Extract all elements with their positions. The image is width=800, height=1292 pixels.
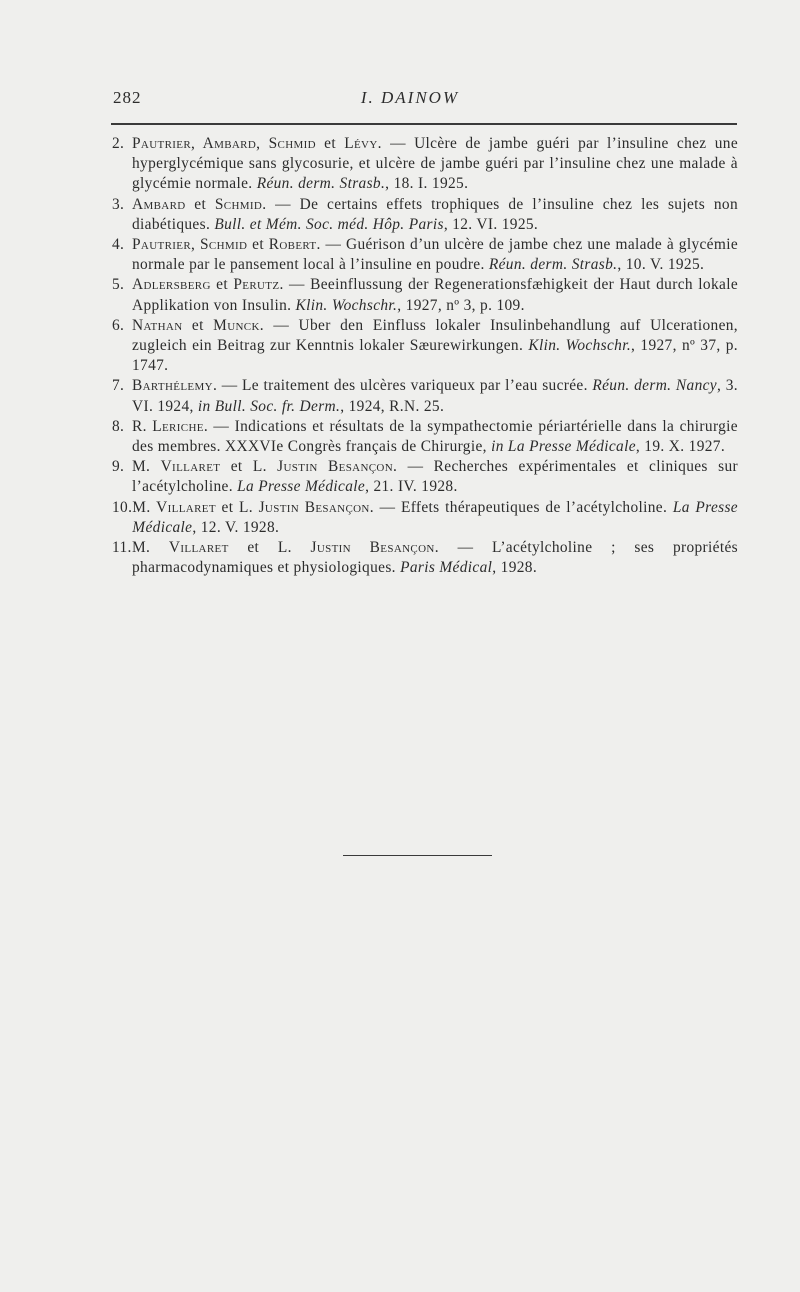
reference-number: 6. (112, 316, 125, 334)
reference-segment: . — De certains effets trophiques de l’insuline chez les sujets non diabétiques. (132, 195, 739, 233)
journal-title: Bull. et Mém. Soc. méd. Hôp. Paris (214, 215, 444, 233)
page-number: 282 (113, 88, 142, 107)
journal-title: La Presse Médicale (132, 498, 738, 536)
reference-item (112, 417, 738, 457)
reference-segment: , 1927, nº 37, p. 1747. (132, 337, 738, 375)
reference-segment: , 12. V. 1928. (192, 518, 280, 536)
author-name: R. Leriche (132, 417, 204, 435)
reference-segment: et (185, 195, 215, 213)
reference-segment: , 1928. (492, 559, 538, 577)
reference-segment: , 3. VI. 1924, (132, 377, 738, 415)
reference-item (112, 538, 738, 578)
journal-title: Réun. derm. Nancy (592, 377, 717, 395)
author-name: Justin Besançon (277, 458, 394, 476)
running-head: I. DAINOW (360, 88, 460, 107)
journal-title: Réun. derm. Strasb. (256, 175, 386, 193)
reference-item (112, 275, 738, 315)
reference-segment: . — Recherches expérimentales et cliniques sur l’acétylcholine. (132, 458, 738, 496)
journal-title: Klin. Wochschr. (528, 337, 632, 355)
reference-number: 11. (112, 539, 132, 557)
reference-segment: . — L’acétylcholine ; ses propriétés pharmacodynamiques et physiologiques. (132, 539, 738, 577)
journal-title: Réun. derm. Strasb. (488, 256, 618, 274)
reference-item (112, 316, 738, 377)
reference-item (112, 376, 738, 416)
reference-segment: , 12. VI. 1925. (443, 215, 539, 233)
reference-text (132, 134, 738, 195)
reference-segment: et L. (215, 498, 259, 516)
journal-title: in Bull. Soc. fr. Derm. (197, 397, 341, 415)
reference-segment: M. (132, 458, 161, 476)
reference-number: 5. (112, 276, 125, 294)
reference-number: 2. (112, 135, 125, 152)
author-name: Justin Besançon (310, 539, 435, 557)
reference-number: 8. (112, 417, 125, 435)
journal-title: in La Presse Médicale (491, 438, 636, 456)
journal-title: Paris Médical (400, 559, 493, 577)
reference-text (132, 316, 738, 377)
reference-text (132, 498, 738, 538)
reference-number: 4. (112, 236, 125, 254)
reference-text (132, 457, 738, 497)
author-name: Munck (213, 316, 260, 334)
reference-segment: . — Beeinflussung der Regenerationsfæhigkeit der Haut durch lokale Applikation von Insulin. (132, 276, 738, 314)
journal-title: Klin. Wochschr. (295, 296, 398, 314)
reference-text (132, 275, 738, 315)
reference-segment: et L. (220, 458, 278, 476)
end-rule (343, 855, 492, 856)
author-name: Villaret (160, 458, 221, 476)
reference-segment: . — Le traitement des ulcères variqueux par l’eau sucrée. (212, 377, 593, 395)
author-name: Barthélemy (132, 377, 213, 395)
reference-list (112, 134, 738, 578)
reference-text (132, 235, 738, 275)
author-name: Schmid (214, 195, 263, 213)
reference-item (112, 498, 738, 538)
reference-segment: et (210, 276, 234, 294)
reference-segment: , 21. IV. 1928. (365, 478, 458, 496)
author-name: Villaret (156, 498, 216, 516)
author-name: Robert (268, 236, 317, 254)
reference-segment: M. (132, 539, 169, 557)
reference-item (112, 457, 738, 497)
reference-segment: , 1927, nº 3, p. 109. (397, 296, 525, 314)
reference-number: 9. (112, 458, 125, 476)
author-name: Perutz (233, 276, 280, 294)
reference-item (112, 134, 738, 195)
reference-segment: . — Ulcère de jambe guéri par l’insuline chez une hyperglycémique sans glycosurie, et ulcère de jambe guéri par l’insuline chez une malade à glycémie normale. (132, 135, 739, 193)
author-name: Lévy (344, 135, 378, 152)
author-name: Pautrier, Ambard, Schmid (132, 135, 316, 152)
author-name: Pautrier, Schmid (132, 236, 248, 254)
reference-segment: et L. (228, 539, 311, 557)
reference-number: 3. (112, 195, 125, 213)
header-rule (111, 123, 737, 125)
journal-title: La Presse Médicale (237, 478, 366, 496)
reference-item (112, 235, 738, 275)
reference-text (132, 538, 738, 578)
reference-number: 7. (112, 377, 125, 395)
reference-item (112, 195, 738, 235)
reference-number: 10. (112, 498, 133, 516)
reference-segment: , 1924, R.N. 25. (340, 397, 445, 415)
reference-segment: . — Effets thérapeutiques de l’acétylcholine. (369, 498, 673, 516)
author-name: Ambard (132, 195, 186, 213)
reference-segment: M. (132, 498, 157, 516)
reference-segment: , 10. V. 1925. (617, 256, 705, 274)
reference-segment: . — Indications et résultats de la sympathectomie périartérielle dans la chirurgie des membres. XXXVIe Congrès français de Chirurgie, (132, 417, 738, 456)
author-name: Justin Besançon (258, 498, 370, 516)
reference-segment: , 18. I. 1925. (385, 175, 469, 193)
author-name: Adlersberg (132, 276, 211, 294)
reference-segment: . — Uber den Einfluss lokaler Insulinbehandlung auf Ulcerationen, zugleich ein Beitrag zur Kenntnis lokaler Sæurewirkungen. (132, 316, 738, 355)
reference-segment: , 19. X. 1927. (635, 438, 726, 456)
reference-segment: et (247, 236, 269, 254)
reference-segment: et (182, 316, 214, 334)
author-name: Villaret (168, 539, 229, 557)
reference-text (132, 376, 738, 416)
reference-segment: et (315, 135, 345, 152)
reference-segment: . — Guérison d’un ulcère de jambe chez une malade à glycémie normale par le pansement local à l’insuline en poudre. (132, 236, 738, 274)
author-name: Nathan (132, 316, 183, 334)
reference-text (132, 195, 738, 235)
reference-text (132, 417, 738, 457)
